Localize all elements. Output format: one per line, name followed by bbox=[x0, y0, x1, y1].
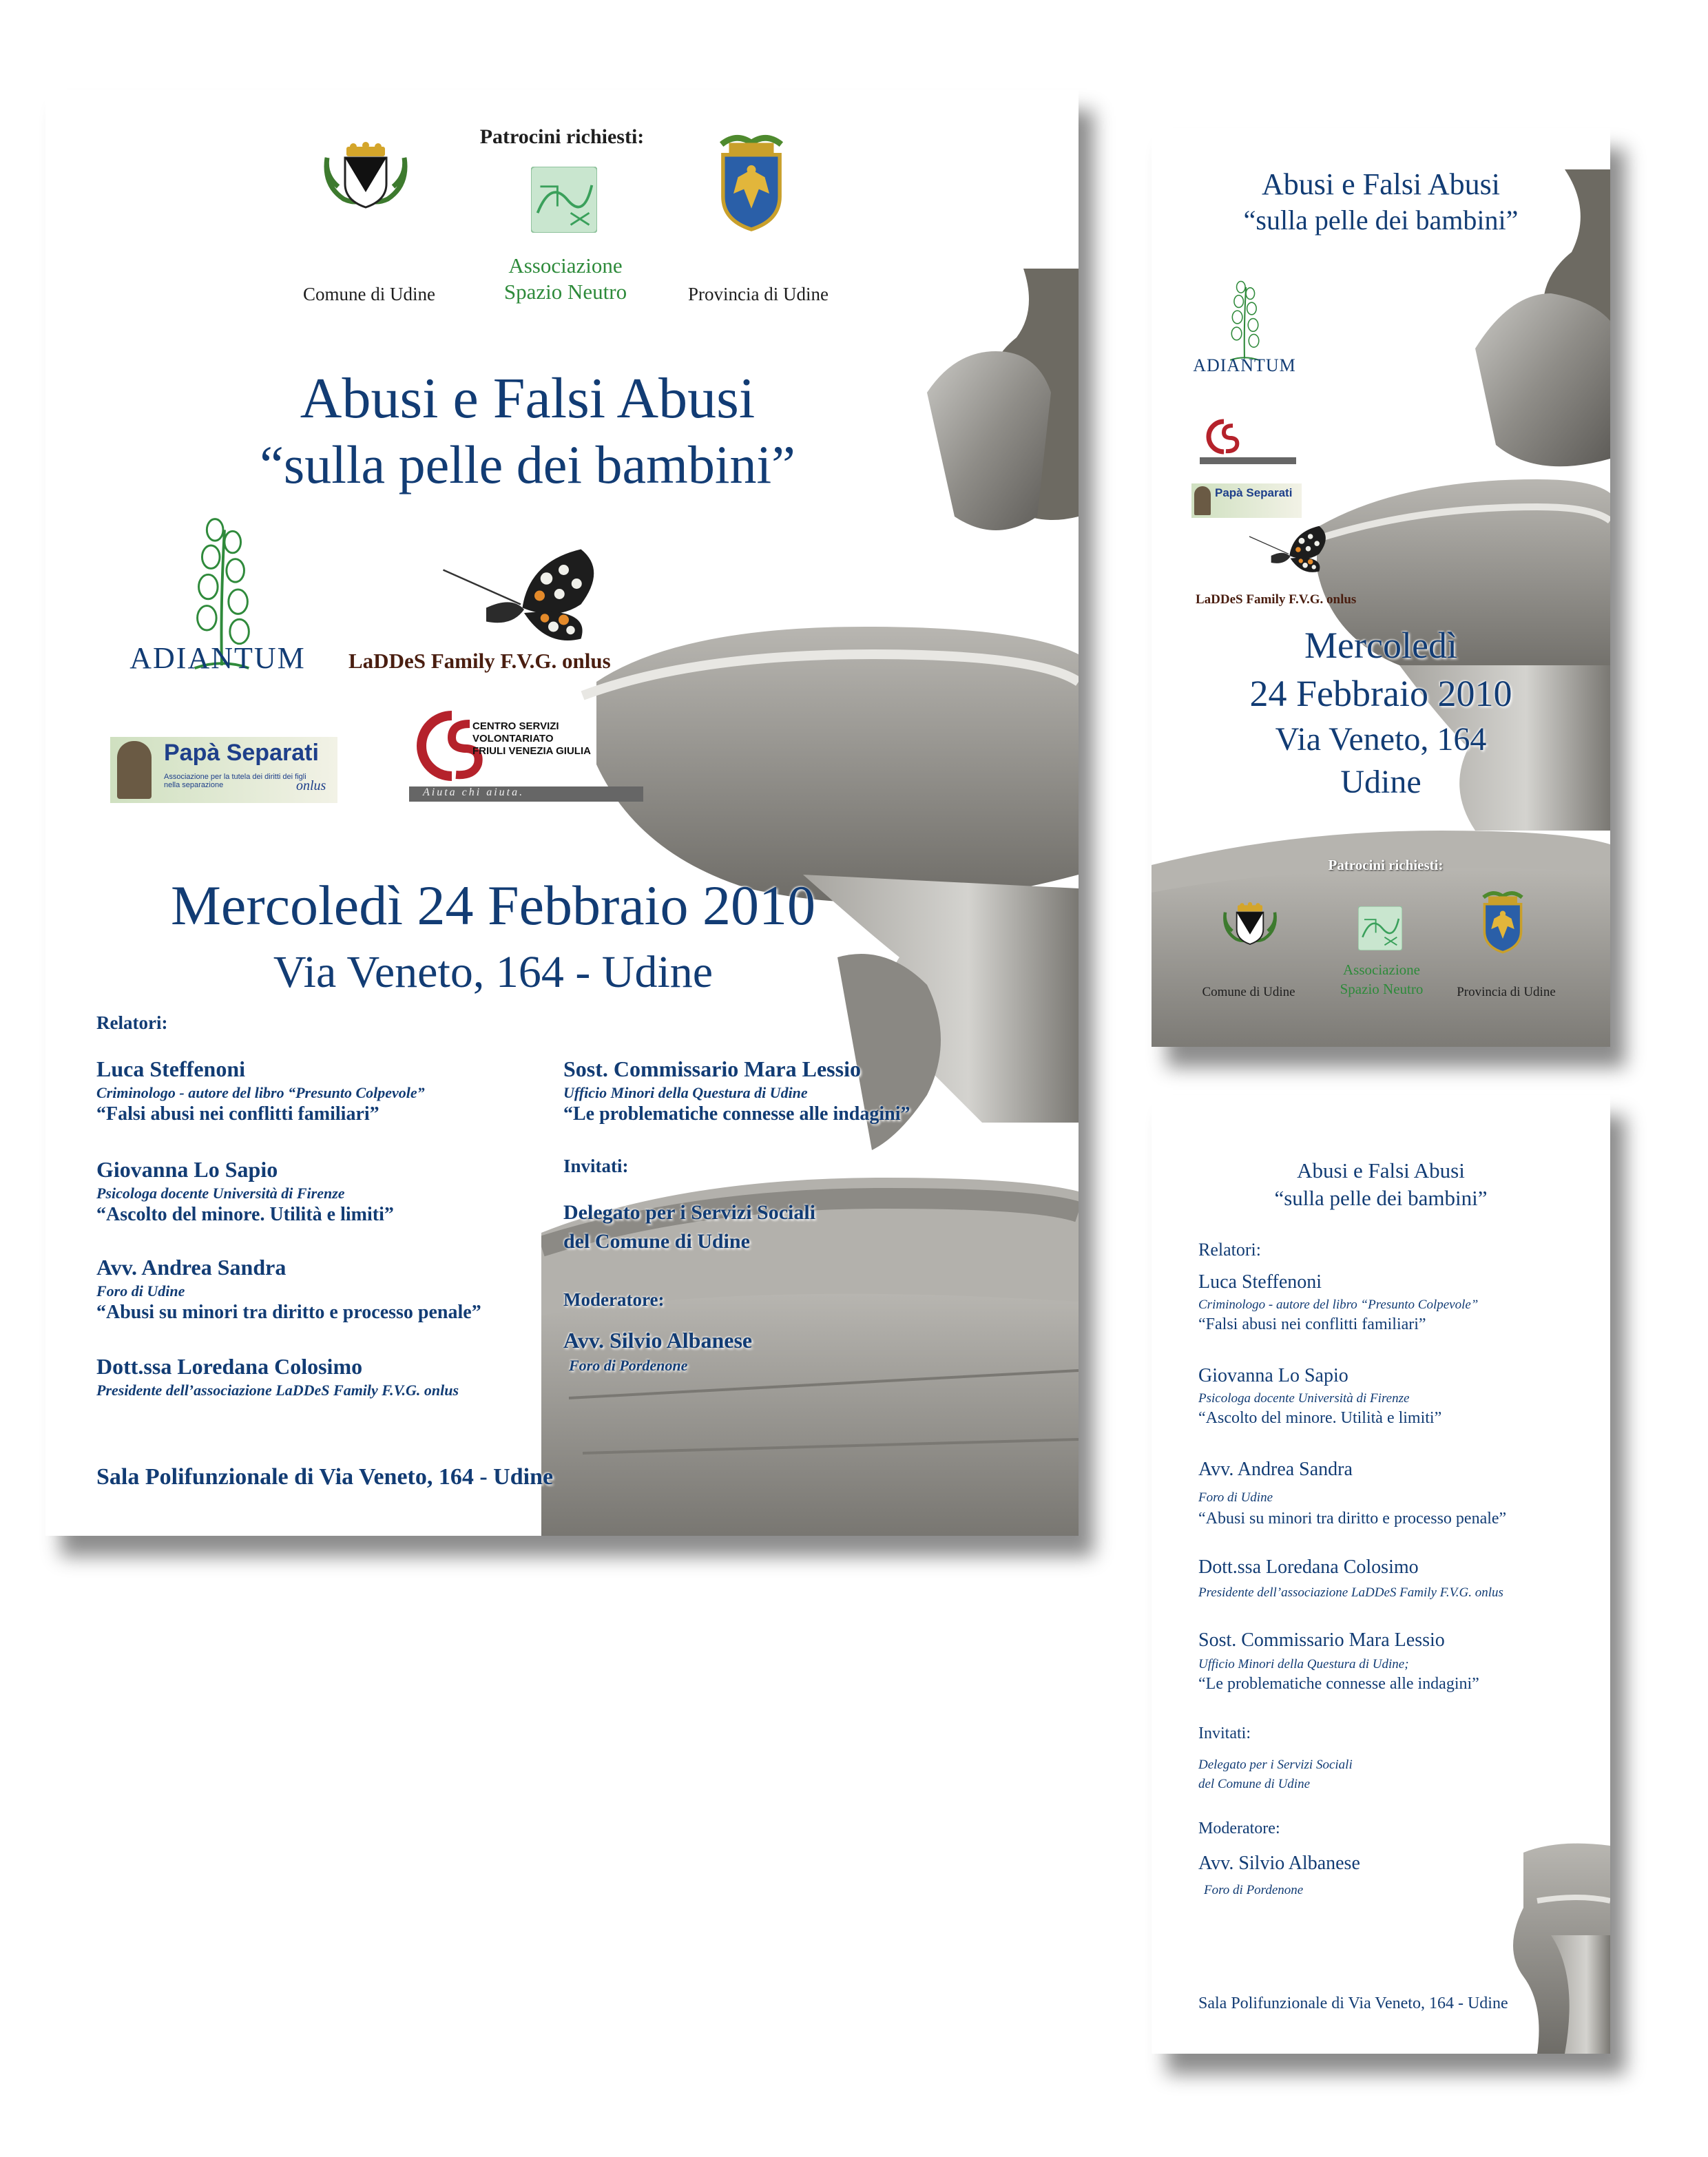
invitati-text-1: Delegato per i Servizi Sociali bbox=[563, 1201, 816, 1224]
program-speaker-role: Foro di Udine bbox=[1198, 1490, 1273, 1505]
speaker-role: Ufficio Minori della Questura di Udine bbox=[563, 1084, 808, 1101]
papa-onlus: onlus bbox=[296, 778, 326, 793]
adiantum-fern-logo bbox=[1220, 273, 1269, 362]
adiantum-label: ADIANTUM bbox=[129, 641, 306, 675]
program-speaker-role: Criminologo - autore del libro “Presunto Colpevole” bbox=[1198, 1298, 1479, 1312]
program-speaker-talk: “Abusi su minori tra diritto e processo penale” bbox=[1198, 1510, 1507, 1528]
program-title: Abusi e Falsi Abusi bbox=[1297, 1158, 1465, 1182]
provincia-label: Provincia di Udine bbox=[1457, 985, 1556, 999]
comune-label: Comune di Udine bbox=[1202, 985, 1295, 999]
provincia-crest-icon bbox=[707, 132, 796, 236]
provincia-crest-icon bbox=[1474, 888, 1532, 957]
speaker-name: Sost. Commissario Mara Lessio bbox=[563, 1056, 861, 1081]
program-speaker-talk: “Ascolto del minore. Utilità e limiti” bbox=[1198, 1409, 1442, 1427]
family-figure-icon bbox=[117, 741, 152, 799]
program-card bbox=[1152, 1095, 1610, 2054]
flyer-date-line1: Mercoledì bbox=[1304, 625, 1457, 666]
assoc-line2: Spazio Neutro bbox=[1340, 981, 1424, 997]
butterfly-logo bbox=[1244, 523, 1333, 576]
speaker-role: Foro di Udine bbox=[96, 1282, 185, 1300]
program-moderatore-role: Foro di Pordenone bbox=[1204, 1883, 1304, 1897]
csv-logo-icon bbox=[1200, 417, 1241, 456]
comune-label: Comune di Udine bbox=[303, 284, 435, 304]
speaker-role: Criminologo - autore del libro “Presunto Colpevole” bbox=[96, 1084, 425, 1101]
family-figure-icon bbox=[1194, 486, 1211, 515]
program-speaker-talk: “Falsi abusi nei conflitti familiari” bbox=[1198, 1315, 1426, 1333]
csv-line-1: CENTRO SERVIZI bbox=[472, 720, 559, 732]
moderatore-role: Foro di Pordenone bbox=[569, 1357, 688, 1374]
flyer-patronage-label: Patrocini richiesti: bbox=[1328, 857, 1444, 873]
csv-tagline: Aiuta chi aiuta. bbox=[409, 786, 643, 802]
flyer-date-line2: 24 Febbraio 2010 bbox=[1249, 673, 1512, 714]
speaker-talk: “Abusi su minori tra diritto e processo penale” bbox=[96, 1302, 481, 1323]
patronage-label: Patrocini richiesti: bbox=[479, 125, 645, 148]
flyer-venue-line1: Via Veneto, 164 bbox=[1275, 721, 1487, 758]
assoc-line1: Associazione bbox=[1343, 961, 1420, 978]
flyer-venue-line2: Udine bbox=[1340, 764, 1421, 800]
poster-subtitle: “sulla pelle dei bambini” bbox=[260, 435, 795, 494]
csv-line-2: VOLONTARIATO bbox=[472, 733, 554, 744]
csv-tag-bar bbox=[1200, 457, 1296, 464]
papa-separati-logo bbox=[110, 737, 337, 803]
speaker-name: Avv. Andrea Sandra bbox=[96, 1255, 287, 1280]
speaker-talk: “Ascolto del minore. Utilità e limiti” bbox=[96, 1204, 394, 1225]
speaker-name: Giovanna Lo Sapio bbox=[96, 1157, 278, 1182]
provincia-label: Provincia di Udine bbox=[688, 284, 829, 304]
speaker-name: Dott.ssa Loredana Colosimo bbox=[96, 1354, 363, 1379]
program-speaker-name: Sost. Commissario Mara Lessio bbox=[1198, 1629, 1445, 1651]
papa-separati-label: Papà Separati bbox=[164, 740, 319, 766]
butterfly-logo bbox=[431, 544, 610, 647]
poster-title: Abusi e Falsi Abusi bbox=[300, 366, 756, 430]
comune-crest-icon bbox=[317, 134, 414, 223]
program-speaker-name: Avv. Andrea Sandra bbox=[1198, 1459, 1353, 1480]
program-speaker-role: Ufficio Minori della Questura di Udine; bbox=[1198, 1657, 1409, 1671]
program-invitati-text-1: Delegato per i Servizi Sociali bbox=[1198, 1758, 1353, 1772]
program-footer: Sala Polifunzionale di Via Veneto, 164 - Udine bbox=[1198, 1994, 1508, 2012]
event-date: Mercoledì 24 Febbraio 2010 bbox=[171, 874, 815, 937]
comune-crest-icon bbox=[1219, 897, 1281, 955]
papa-tagline: Associazione per la tutela dei diritti dei figli nella separazione bbox=[164, 773, 306, 789]
program-speaker-name: Luca Steffenoni bbox=[1198, 1271, 1322, 1293]
papa-separati-label: Papà Separati bbox=[1215, 486, 1293, 499]
program-invitati-label: Invitati: bbox=[1198, 1724, 1251, 1742]
fountain-image bbox=[1496, 1839, 1610, 2054]
adiantum-label: ADIANTUM bbox=[1193, 355, 1296, 375]
program-subtitle: “sulla pelle dei bambini” bbox=[1274, 1186, 1488, 1210]
laddes-label: LaDDeS Family F.V.G. onlus bbox=[348, 649, 611, 673]
speaker-name: Luca Steffenoni bbox=[96, 1056, 245, 1081]
assoc-line1: Associazione bbox=[508, 253, 623, 278]
csv-line-3: FRIULI VENEZIA GIULIA bbox=[472, 745, 591, 757]
program-moderatore-label: Moderatore: bbox=[1198, 1820, 1280, 1837]
laddes-label: LaDDeS Family F.V.G. onlus bbox=[1196, 592, 1357, 607]
program-speaker-talk: “Le problematiche connesse alle indagini” bbox=[1198, 1675, 1479, 1693]
assoc-line2: Spazio Neutro bbox=[503, 280, 627, 304]
program-relatori-label: Relatori: bbox=[1198, 1240, 1261, 1260]
speaker-talk: “Le problematiche connesse alle indagini” bbox=[563, 1103, 910, 1125]
moderatore-label: Moderatore: bbox=[563, 1289, 665, 1310]
program-speaker-role: Presidente dell’associazione LaDDeS Family F.V.G. onlus bbox=[1198, 1585, 1503, 1600]
speaker-role: Presidente dell’associazione LaDDeS Family F.V.G. onlus bbox=[96, 1382, 459, 1399]
spazio-neutro-logo bbox=[531, 167, 597, 233]
speaker-role: Psicologa docente Università di Firenze bbox=[96, 1185, 345, 1202]
flyer-title: Abusi e Falsi Abusi bbox=[1262, 167, 1500, 201]
flyer-card bbox=[1152, 128, 1610, 1047]
papa-separati-logo bbox=[1191, 483, 1302, 518]
invitati-text-2: del Comune di Udine bbox=[563, 1230, 750, 1253]
csv-logo-block bbox=[404, 707, 638, 806]
speaker-talk: “Falsi abusi nei conflitti familiari” bbox=[96, 1103, 379, 1125]
event-venue: Via Veneto, 164 - Udine bbox=[273, 947, 714, 997]
relatori-label: Relatori: bbox=[96, 1012, 168, 1033]
program-speaker-name: Giovanna Lo Sapio bbox=[1198, 1365, 1348, 1386]
program-speaker-role: Psicologa docente Università di Firenze bbox=[1198, 1391, 1410, 1406]
moderatore-name: Avv. Silvio Albanese bbox=[563, 1328, 753, 1353]
program-speaker-name: Dott.ssa Loredana Colosimo bbox=[1198, 1556, 1419, 1578]
program-invitati-text-2: del Comune di Udine bbox=[1198, 1777, 1311, 1791]
invitati-label: Invitati: bbox=[563, 1156, 629, 1176]
program-moderatore-name: Avv. Silvio Albanese bbox=[1198, 1853, 1360, 1874]
poster-footer: Sala Polifunzionale di Via Veneto, 164 - Udine bbox=[96, 1464, 554, 1490]
spazio-neutro-logo bbox=[1358, 906, 1402, 950]
poster-card bbox=[45, 90, 1079, 1536]
flyer-subtitle: “sulla pelle dei bambini” bbox=[1243, 205, 1519, 236]
